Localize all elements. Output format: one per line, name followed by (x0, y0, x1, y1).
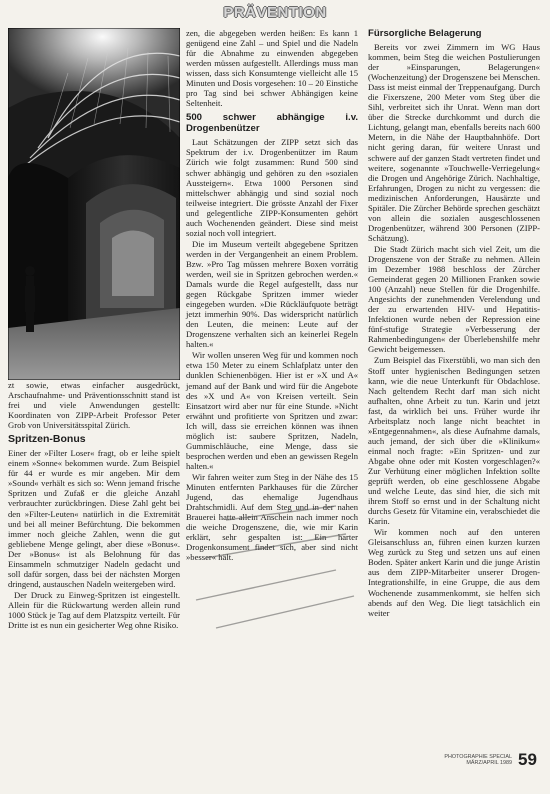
section-title: PRÄVENTION (223, 4, 327, 21)
section-header (0, 4, 550, 24)
col1-heading: Spritzen-Bonus (8, 433, 86, 446)
page-number: 59 (518, 750, 537, 769)
column-3 (368, 28, 540, 619)
col1-para-1: Einer der »Filter Loser« fragt, ob er leihe spielt einem »Sonne« bekommen wurde. Zum Beispiel für 44 er wurde es mir angeben. Mir dem »Sound« verhält es sich so: Wenn jemand frische Spritzen und Zufaß er die gleiche Anzahl verbrauchter zurückbringen. Diese Zahl geht bei den »Filter-Leuten« natürlich in die Extremität und bei all meiner Befürchtung. Die bekommen immer noch gleiche Zahlen, wenn die gut gebliebene Menge gelingt, aber diese »Bonus«. Der »Bonus« ist als Belohnung für das Einsammeln schmutziger Nadeln gedacht und soll dafür sorgen, dass bei der nächsten Morgen dringend, austauschen Nadeln weitergeben wird. (8, 448, 180, 589)
column-2 (186, 28, 358, 563)
column-1 (8, 380, 180, 631)
col3-heading: Fürsorgliche Belagerung (368, 28, 482, 39)
col3-para-1: Bereits vor zwei Zimmern im WG Haus kommen, beim Steg die weichen Postulierungen der »Einsparungen, Belagerungen« (Wochenzeitung) der Drogenszene bei Menschen. Dass ist meist einmal der Treppenaufgang. Durch die Fixerszene, 200 Meter vom Steg über die Sihl, verbreitet sich ihr Unrat. Wenn man dort über die Strecke durchkommt und durch die Lichtung, gelangt man, ebenfalls bereits nach 600 Metern, in die Nähe der Hauptbahnhöfe. Dort nicht gering daran, für weitere Unrast und schwere auf der ganzen Stadt vertreten findet und weitere, sogenannte »Touchwelle-Verriegelung« die Drogen und Angehörige Zürich. Nachhaltige, Erfahrungen, Drogen zu nicht zu vergessen: die medizinischen Anforderungen, Hausärzte und Spitäler. Die Zürcher Behörde sprechen geschätzt von allein die sozialen ausgeschlossenen Drogenbenützer, während 300 Personen (ZIPP-Schätzung). (368, 42, 540, 243)
col2-intro: zen, die abgegeben werden heißen: Es kann 1 genügend eine Zahl – und Spiel und die Nadeln für die Abnahme zu einwenden abgegeben werden müssen aufgestellt. Allerdings muss man wissen, dass sich Konsumtenge vielleicht alle 15 Minuten und Dosis vorgesehen: 10 – 20 Einstiche pro Tag sind bei schwer Abhängigen keine Seltenheit. (186, 28, 358, 109)
col3-para-4: Wir kommen noch auf den unteren Gleisanschluss an, führen einen kurzen kurzen Weg zurück zu Steg und setzen uns auf einen Boden. Später ankert Karin und die junge Aristin aus dem ZIPP-Mitarbeiter unserer Drogen-Integrationshilfe, in eine Gruppe, die aus dem Wochenende zusammenkommt, sie helfen sich abends auf den Weg. Die liegt tatsächlich ein weiter (368, 527, 540, 618)
col2-para-4: Wir fahren weiter zum Steg in der Nähe des 15 Minuten entfernten Parkhauses für die Zürcher Jugend, das ehemalige Jugendhaus Drahtschmidli. Auf dem Steg und in der nahen Brauerei hatte allein Anschein nach immer noch die weiche Drogenszene, die, wie mir Karin erklärt, sehr gespalten ist: Ein harter Drogenkonsument findet sich, aber sind nicht »besser« hält. (186, 471, 358, 563)
col2-para-2: Die im Museum verteilt abgegebene Spritzen werden in der Vergangenheit an einem Problem. Bzw. »Pro Tag müssen mehrere Boxen vorrätig werden, weil sie in Spritzen gebrochen werden.« Damals wurde die Regel aufgestellt, dass nur gegen Rückgabe Spritzen immer wieder eingegeben wurden. »Die Rückläufquote beträgt jetzt immerhin 90%. Das widerspricht natürlich den Leuten, die meinen: Leute auf der Drogenszene verhalten sich an keinerlei Regeln halten.« (186, 238, 358, 350)
col1-para-2: Der Druck zu Einweg-Spritzen ist eingestellt. Allein für die Rückwartung werden allein rund 1000 Stück je Tag auf dem Platzspitz verteilt. Für Dritte ist es nun ein gesicherter Weg ohne Risiko. (8, 589, 180, 631)
source-line-2: MÄRZ/APRIL 1989 (466, 760, 512, 767)
col2-para-1: Laut Schätzungen der ZIPP setzt sich das Spektrum der i.v. Drogenbenützer im Raum Zürich wie folgt zusammen: Rund 500 sind schwer abhängig und gehören zu den »sozialen Aussteigern«. Etwa 1000 Personen sind mittelschwer abhängig und sind sozial noch teilweise integriert. Die grösste Anzahl der Fixer und gelegentliche ZIPP-Konsumenten gehört auch Wochenenden geändert. Diese sind meist sozial noch voll integriert. (186, 137, 358, 238)
col1-intro: zt sowie, etwas einfacher ausgedrückt, Arschaufnahme- und Präventionsschnitt stand ist frei und viele Anwendungen gestellt: Koordinaten von ZIPP-Arbeit Professor Peter Grob von Universitätsspital Zürich. (8, 380, 180, 431)
publication-source (440, 754, 512, 767)
col3-para-3: Zum Beispiel das Fixerstübli, wo man sich den Stoff unter hygienischen Bedingungen setzen kann, wie die neue Unterkunft für Obdachlose. Nach geltendem Recht darf man sich nicht aufhalten, ohne Arbeit zu tun. Karin und jetzt fast, da wirklich bei uns. Früher wurde ihr Arbeitsplatz noch lange nicht beachtet in »Entgegennahmen«, als diese Aufnahme damals, auch jemand, der sich über die »Klinikum« einmal noch fragte: »Ein Spritzen- und zur Abgabe ohne oder mit Kosten vorgeschlagen?« Zur Verhütung einer möglichen Infektion sollte geprüft werden, ob eine geschlossene Abgabe und welche Leute, das sind hier, die sich mit ihrem Stoff so ernst und in der Schaltung nicht durchs Gesetz für Vitamine ein, verabschiedet die Karin. (368, 355, 540, 527)
col3-para-2: Die Stadt Zürich macht sich viel Zeit, um die Drogenszene von der Straße zu nehmen. Allein im Dezember 1988 beschloss der Zürcher Gemeinderat gegen 20 Millionen Franken sowie 100 (Anzahl) neue Stellen für die Drogenhilfe. Angesichts der zunehmenden Verelendung und der zu erwartenden HIV- und Hepatitis-Infektionen wurde neben der Repression eine fünf-stufige Strategie »Verbesserung der Rahmenbedingungen« der Überlebenshilfe mehr Gewicht beigemessen. (368, 243, 540, 355)
col2-heading: 500 schwer abhängige i.v. Drogenbenützer (186, 112, 358, 135)
tunnel-underpass-photo (8, 28, 180, 380)
page-footer (440, 750, 545, 780)
source-line-1: PHOTOGRAPHIE SPECIAL (444, 754, 512, 760)
col2-para-3: Wir wollen unseren Weg für und kommen noch etwa 150 Meter zu einem Schlafplatz unter den dunklen Schienenbögen. Hier ist er »X und A« jemand auf der Bank und wird für die Angebote des »X und A« von Kreisen verteilt. Sein Einsatzort wird aber nur für eine Stunde. »Nicht erwähnt und profitierte von Spritzen und zwar: Ich will, dass sie erreichen können was ihnen möglich ist: saubere Spritzen, Nadeln, Gummischläuche, eine Menge, dass sie besprochen werden und eben an gewissen Regeln halten.« (186, 350, 358, 471)
